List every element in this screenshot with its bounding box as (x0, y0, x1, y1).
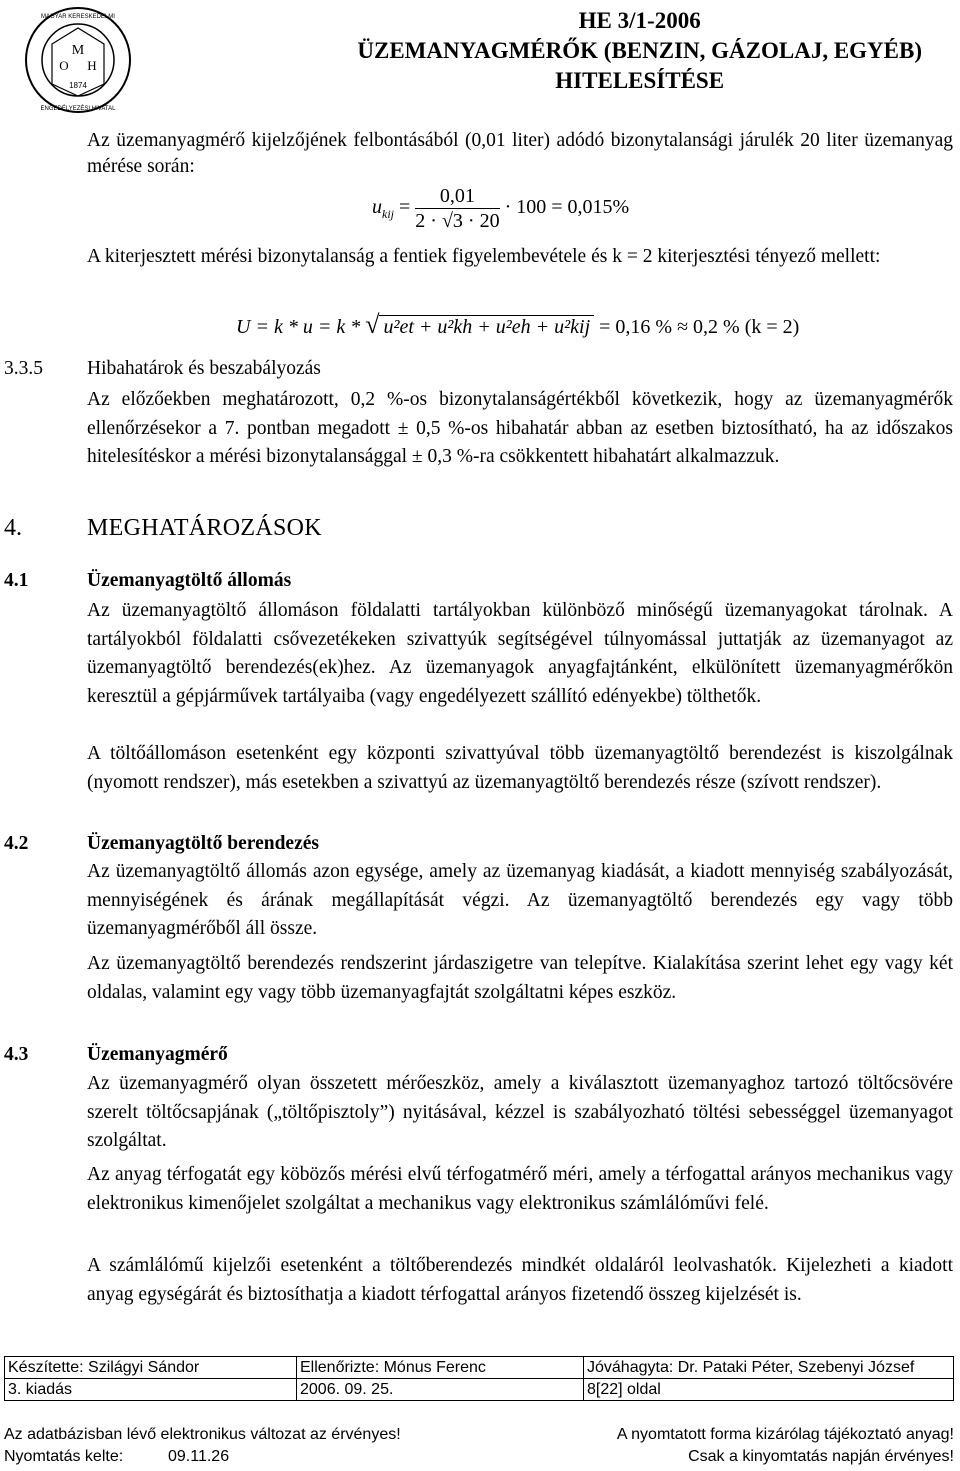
table-row (5, 1379, 954, 1401)
section-4-3-paragraph-2: Az anyag térfogatát egy köbözős mérési elvű térfogatmérő méri, amely a térfogattal arányos mechanikus vagy elektronikus kimenőjelet szolgáltat a mechanikus vagy elektronikus számlálóművi felé. (87, 1164, 953, 1214)
issue-date: 2006. 09. 25. (297, 1379, 584, 1401)
doc-title-line1: ÜZEMANYAGMÉRŐK (BENZIN, GÁZOLAJ, EGYÉB) (357, 38, 922, 63)
intro-paragraph: Az üzemanyagmérő kijelzőjének felbontásából (0,01 liter) adódó bizonytalansági járulék 20 liter üzemanyag mérése során: (87, 130, 953, 177)
page-number: 8[22] oldal (584, 1379, 954, 1401)
mkeh-seal-logo (22, 4, 134, 116)
section-4-2-paragraph-1: Az üzemanyagtöltő állomás azon egysége, amely az üzemanyag kiadását, a kiadott mennyiség szabályozását, mennyiségének és árának megállapítását végzi. Az üzemanyagtöltő berendezés egy vagy több üzemanyagmérőből áll össze. (87, 861, 953, 939)
section-4-3-paragraph-3: A számlálómű kijelzői esetenként a töltőberendezés mindkét oldaláról leolvashatók. Kijelezheti a kiadott anyag egységárát és biztosíthatja a kiadott térfogattal arányos fizetendő összeg kijelzését is. (87, 1255, 953, 1305)
validity-note: Csak a kinyomtatás napján érvényes! (688, 1448, 954, 1465)
document-header (357, 6, 922, 96)
prepared-by: Készítette: Szilágyi Sándor (5, 1357, 297, 1379)
approved-by: Jóváhagyta: Dr. Pataki Péter, Szebenyi József (584, 1357, 954, 1379)
section-number-4: 4. (4, 515, 22, 541)
section-4-1-paragraph-2: A töltőállomáson esetenként egy központi szivattyúval több üzemanyagtöltő berendezést is kiszolgálnak (nyomott rendszer), más esetekben a szivattyú az üzemanyagtöltő berendezés része (szívott rendszer). (87, 743, 953, 793)
svg-text:O: O (59, 58, 69, 73)
section-4-1-paragraph-1: Az üzemanyagtöltő állomáson földalatti tartályokban különböző minőségű üzemanyagokat tárolnak. A tartályokból földalatti csővezetékeken szivattyúk segítségével túlnyomással juttatják az üzemanyagot az üzemanyagtöltő berendezés(ek)hez. Az üzemanyagok anyagfajtánként, elkülönített üzemanyagmérőkön keresztül a gépjárművek tartályaiba (vagy engedélyezett szállító edényekbe) tölthetők. (87, 600, 953, 707)
doc-title-line2: HITELESÍTÉSE (555, 68, 725, 93)
section-title-4-1: Üzemanyagtöltő állomás (87, 570, 292, 591)
print-date: 09.11.26 (168, 1448, 230, 1465)
section-number-4-2: 4.2 (4, 833, 29, 854)
section-number-3-3-5: 3.3.5 (4, 358, 43, 379)
section-4-3-paragraph-1: Az üzemanyagmérő olyan összetett mérőeszköz, amely a kiválasztott üzemanyaghoz tartozó töltőcsövére szerelt töltőcsapjának („töltőpisztoly”) nyitásával, kézzel is szabályozható töltési sebességgel üzemanyagot szolgáltat. (87, 1073, 953, 1151)
doc-code: HE 3/1-2006 (578, 8, 701, 33)
svg-text:ENGEDÉLYEZÉSI HIVATAL: ENGEDÉLYEZÉSI HIVATAL (40, 106, 116, 112)
svg-text:MAGYAR KERESKEDELMI: MAGYAR KERESKEDELMI (41, 14, 115, 20)
print-date-label: Nyomtatás kelte: (4, 1448, 124, 1465)
section-title-4-3: Üzemanyagmérő (87, 1044, 228, 1065)
expanded-uncertainty-paragraph: A kiterjesztett mérési bizonytalanság a fentiek figyelembevétele és k = 2 kiterjesztési tényező mellett: (87, 246, 881, 267)
printed-form-note: A nyomtatott forma kizárólag tájékoztató anyag! (616, 1426, 954, 1443)
checked-by: Ellenőrizte: Mónus Ferenc (297, 1357, 584, 1379)
svg-text:1874: 1874 (69, 81, 87, 90)
section-text-3-3-5: Az előzőekben meghatározott, 0,2 %-os bizonytalanságértékből következik, hogy az üzemanyagmérők ellenőrzésekor a 7. pontban megadott ± 0,5 %-os hibahatár abban az esetben biztosítható, ha az időszakos hitelesítéskor a mérési bizonytalansággal ± 0,3 %-ra csökkentett hibahatárt alkalmazzuk. (87, 389, 953, 467)
approval-table (4, 1356, 954, 1401)
section-4-2-paragraph-2: Az üzemanyagtöltő berendezés rendszerint járdaszigetre van telepítve. Kialakítása szerint lehet egy vagy két oldalas, valamint egy vagy több üzemanyagfajtát szolgáltatni képes eszköz. (87, 953, 953, 1003)
section-title-3-3-5: Hibahatárok és beszabályozás (87, 358, 321, 379)
equation-ukij: $u_{kij}$ = $\frac{0,01}{2 \cdot √3 \cdot 20}$ · 100 = 0,015% (372, 185, 630, 232)
equation-expanded-uncertainty: U = k * u = k * √ u²et + u²kh + u²eh + u²kij = 0,16 % ≈ 0,2 % (k = 2) (236, 310, 800, 339)
section-number-4-3: 4.3 (4, 1044, 29, 1065)
section-title-4-2: Üzemanyagtöltő berendezés (87, 833, 319, 854)
svg-text:M: M (71, 43, 85, 58)
table-row (5, 1357, 954, 1379)
section-title-4: MEGHATÁROZÁSOK (87, 515, 322, 541)
electronic-version-note: Az adatbázisban lévő elektronikus változat az érvényes! (4, 1426, 401, 1443)
svg-text:H: H (87, 58, 97, 73)
section-number-4-1: 4.1 (4, 570, 29, 591)
edition: 3. kiadás (5, 1379, 297, 1401)
